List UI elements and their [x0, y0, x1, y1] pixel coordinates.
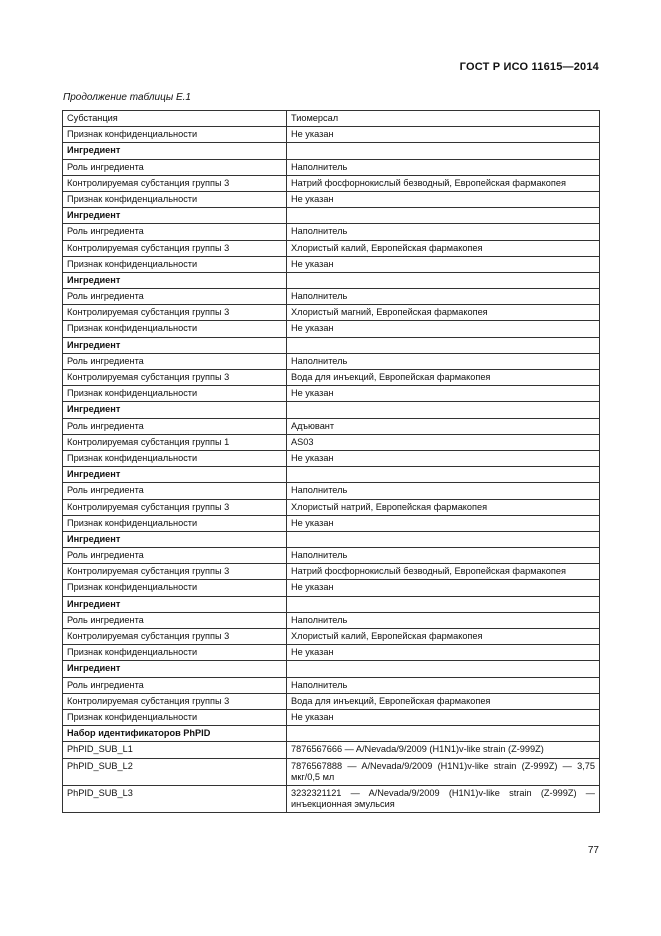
row-key: Ингредиент: [63, 272, 287, 288]
specification-table: [62, 110, 600, 813]
row-key: Ингредиент: [63, 402, 287, 418]
row-value: Наполнитель: [287, 677, 600, 693]
table-row: [63, 127, 600, 143]
table-row: [63, 564, 600, 580]
table-row: [63, 742, 600, 758]
document-id: ГОСТ Р ИСО 11615—2014: [459, 61, 599, 73]
table-row: [63, 661, 600, 677]
row-value: Наполнитель: [287, 483, 600, 499]
row-value: Не указан: [287, 386, 600, 402]
row-key: Контролируемая субстанция группы 3: [63, 175, 287, 191]
table-row: [63, 386, 600, 402]
row-value: Наполнитель: [287, 353, 600, 369]
row-key: Роль ингредиента: [63, 159, 287, 175]
row-key: Роль ингредиента: [63, 483, 287, 499]
row-value: Хлористый калий, Европейская фармакопея: [287, 629, 600, 645]
table-row: [63, 548, 600, 564]
row-value: Хлористый магний, Европейская фармакопея: [287, 305, 600, 321]
table-row: [63, 370, 600, 386]
row-key: Признак конфиденциальности: [63, 191, 287, 207]
table-row: [63, 758, 600, 785]
row-key: Роль ингредиента: [63, 612, 287, 628]
row-key: Ингредиент: [63, 143, 287, 159]
row-value: [287, 661, 600, 677]
table-body: [63, 111, 600, 813]
table-row: [63, 629, 600, 645]
table-row: [63, 272, 600, 288]
table-row: [63, 645, 600, 661]
row-value: Не указан: [287, 191, 600, 207]
row-key: Ингредиент: [63, 661, 287, 677]
row-key: Ингредиент: [63, 467, 287, 483]
row-value: Не указан: [287, 515, 600, 531]
table-row: [63, 434, 600, 450]
table-row: [63, 143, 600, 159]
table-row: [63, 499, 600, 515]
table-row: [63, 467, 600, 483]
table-caption: Продолжение таблицы Е.1: [63, 92, 191, 103]
row-value: AS03: [287, 434, 600, 450]
row-value: Вода для инъекций, Европейская фармакопея: [287, 693, 600, 709]
row-value: Натрий фосфорнокислый безводный, Европейская фармакопея: [287, 175, 600, 191]
row-value: Не указан: [287, 645, 600, 661]
row-value: Адъювант: [287, 418, 600, 434]
row-key: Признак конфиденциальности: [63, 127, 287, 143]
row-key: PhPID_SUB_L1: [63, 742, 287, 758]
page-number: 77: [587, 845, 599, 856]
table-row: [63, 402, 600, 418]
row-key: Субстанция: [63, 111, 287, 127]
row-value: Хлористый натрий, Европейская фармакопея: [287, 499, 600, 515]
row-key: PhPID_SUB_L3: [63, 785, 287, 812]
row-key: Контролируемая субстанция группы 3: [63, 564, 287, 580]
row-key: Признак конфиденциальности: [63, 256, 287, 272]
table-row: [63, 224, 600, 240]
table-row: [63, 612, 600, 628]
row-key: Ингредиент: [63, 531, 287, 547]
row-value: Тиомерсал: [287, 111, 600, 127]
table-row: [63, 111, 600, 127]
row-key: Роль ингредиента: [63, 677, 287, 693]
row-key: Роль ингредиента: [63, 289, 287, 305]
table-row: [63, 580, 600, 596]
table-row: [63, 677, 600, 693]
row-value: [287, 467, 600, 483]
row-value: Не указан: [287, 450, 600, 466]
row-value: Не указан: [287, 580, 600, 596]
row-key: Контролируемая субстанция группы 3: [63, 305, 287, 321]
row-value: Не указан: [287, 321, 600, 337]
row-value: Не указан: [287, 127, 600, 143]
row-key: PhPID_SUB_L2: [63, 758, 287, 785]
row-key: Ингредиент: [63, 208, 287, 224]
row-value: Наполнитель: [287, 548, 600, 564]
row-value: Наполнитель: [287, 224, 600, 240]
row-value: 3232321121 — A/Nevada/9/2009 (H1N1)v-like strain (Z-999Z) — инъекционная эмульсия: [287, 785, 600, 812]
row-key: Роль ингредиента: [63, 418, 287, 434]
table-row: [63, 191, 600, 207]
row-key: Признак конфиденциальности: [63, 321, 287, 337]
table-row: [63, 515, 600, 531]
table-row: [63, 321, 600, 337]
row-key: Контролируемая субстанция группы 3: [63, 370, 287, 386]
row-value: [287, 402, 600, 418]
table-row: [63, 596, 600, 612]
table-row: [63, 208, 600, 224]
table-row: [63, 785, 600, 812]
row-value: Наполнитель: [287, 612, 600, 628]
row-key: Контролируемая субстанция группы 3: [63, 240, 287, 256]
table-row: [63, 450, 600, 466]
row-value: [287, 143, 600, 159]
table-row: [63, 531, 600, 547]
row-value: Вода для инъекций, Европейская фармакопея: [287, 370, 600, 386]
table-row: [63, 483, 600, 499]
table-row: [63, 240, 600, 256]
row-value: [287, 726, 600, 742]
row-value: Наполнитель: [287, 289, 600, 305]
table-row: [63, 175, 600, 191]
row-value: Хлористый калий, Европейская фармакопея: [287, 240, 600, 256]
row-key: Признак конфиденциальности: [63, 645, 287, 661]
row-value: Не указан: [287, 709, 600, 725]
row-value: Наполнитель: [287, 159, 600, 175]
table-row: [63, 256, 600, 272]
row-key: Роль ингредиента: [63, 224, 287, 240]
row-value: [287, 337, 600, 353]
row-key: Признак конфиденциальности: [63, 450, 287, 466]
row-key: Набор идентификаторов PhPID: [63, 726, 287, 742]
table-row: [63, 353, 600, 369]
table-row: [63, 305, 600, 321]
row-key: Контролируемая субстанция группы 3: [63, 629, 287, 645]
table-row: [63, 289, 600, 305]
table-row: [63, 337, 600, 353]
row-value: Не указан: [287, 256, 600, 272]
row-key: Роль ингредиента: [63, 353, 287, 369]
row-key: Контролируемая субстанция группы 3: [63, 499, 287, 515]
table-row: [63, 693, 600, 709]
row-key: Признак конфиденциальности: [63, 709, 287, 725]
table-row: [63, 709, 600, 725]
row-key: Ингредиент: [63, 337, 287, 353]
row-value: Натрий фосфорнокислый безводный, Европейская фармакопея: [287, 564, 600, 580]
row-key: Признак конфиденциальности: [63, 515, 287, 531]
table-row: [63, 159, 600, 175]
row-key: Ингредиент: [63, 596, 287, 612]
row-value: 7876567888 — A/Nevada/9/2009 (H1N1)v-like strain (Z-999Z) — 3,75 мкг/0,5 мл: [287, 758, 600, 785]
table-row: [63, 418, 600, 434]
row-value: 7876567666 — A/Nevada/9/2009 (H1N1)v-like strain (Z-999Z): [287, 742, 600, 758]
table-row: [63, 726, 600, 742]
row-key: Контролируемая субстанция группы 1: [63, 434, 287, 450]
row-value: [287, 596, 600, 612]
row-value: [287, 531, 600, 547]
row-value: [287, 272, 600, 288]
row-key: Контролируемая субстанция группы 3: [63, 693, 287, 709]
row-key: Признак конфиденциальности: [63, 386, 287, 402]
row-key: Роль ингредиента: [63, 548, 287, 564]
row-value: [287, 208, 600, 224]
row-key: Признак конфиденциальности: [63, 580, 287, 596]
